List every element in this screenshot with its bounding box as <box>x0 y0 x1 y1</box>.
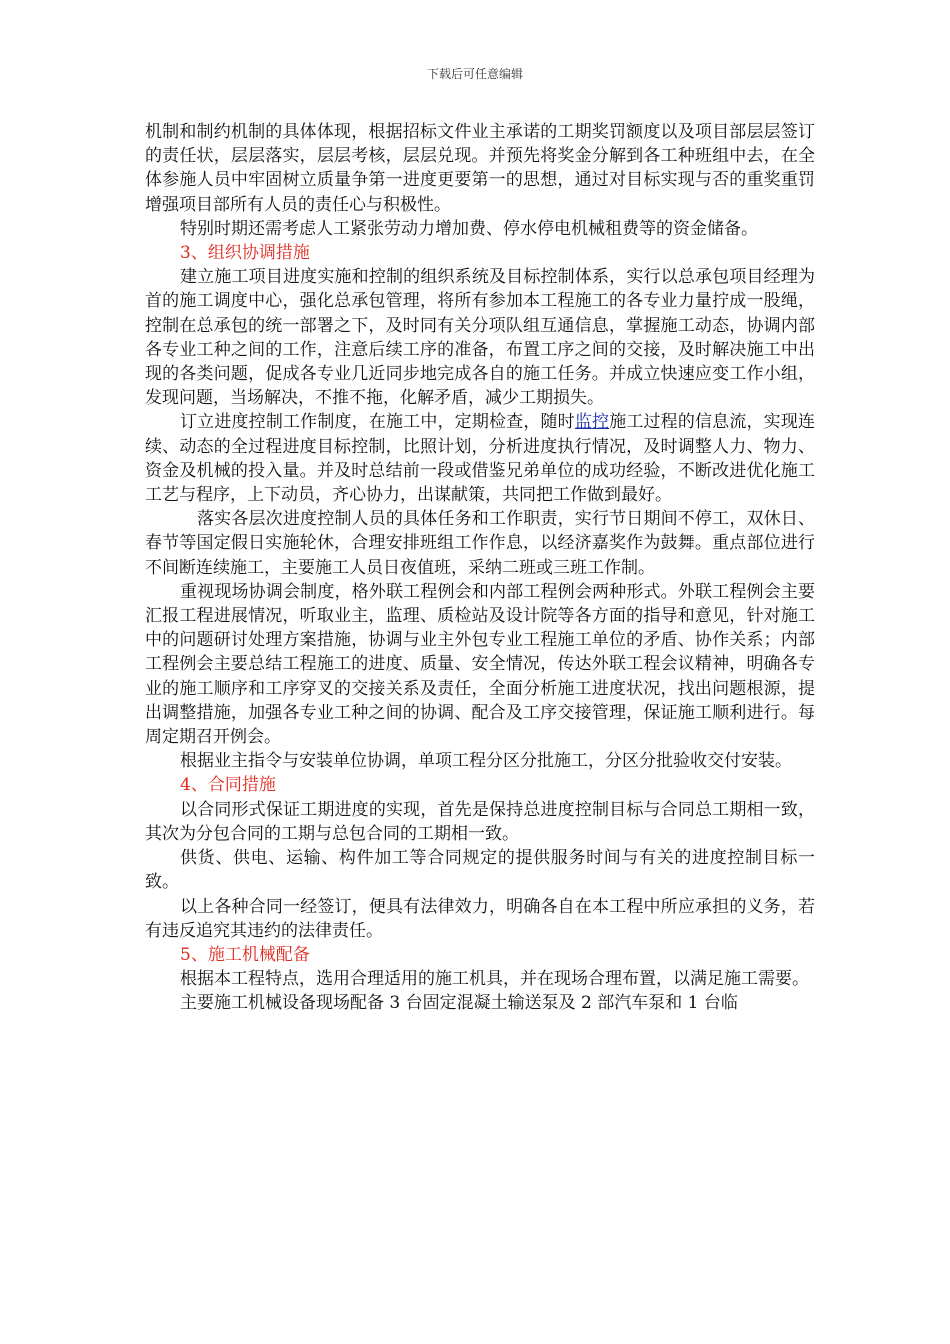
paragraph: 以合同形式保证工期进度的实现，首先是保持总进度控制目标与合同总工期相一致，其次为分包合同的工期与总包合同的工期相一致。 <box>145 799 815 844</box>
page-header: 下载后可任意编辑 <box>426 67 523 81</box>
document-body <box>145 120 815 1016</box>
paragraph-with-link <box>145 410 815 507</box>
paragraph: 主要施工机械设备现场配备 3 台固定混凝土输送泵及 2 部汽车泵和 1 台临 <box>180 993 738 1014</box>
paragraph: 机制和制约机制的具体体现，根据招标文件业主承诺的工期奖罚额度以及项目部层层签订的责任状，层层落实，层层考核，层层兑现。并预先将奖金分解到各工种班组中去，在全体参施人员中牢固树立质量争第一进度更要第一的思想，通过对目标实现与否的重奖重罚增强项目部所有人员的责任心与积极性。 <box>145 122 815 215</box>
paragraph: 落实各层次进度控制人员的具体任务和工作职责，实行节日期间不停工，双休日、春节等国定假日实施轮休，合理安排班组工作作息，以经济嘉奖作为鼓舞。重点部位进行不间断连续施工，主要施工人员日夜值班，采纳二班或三班工作制。 <box>145 509 815 578</box>
paragraph: 建立施工项目进度实施和控制的组织系统及目标控制体系，实行以总承包项目经理为首的施工调度中心，强化总承包管理，将所有参加本工程施工的各专业力量拧成一股绳，控制在总承包的统一部署之下，及时同有关分项队组互通信息，掌握施工动态，协调内部各专业工种之间的工作，注意后续工序的准备，布置工序之间的交接，及时解决施工中出现的各类问题，促成各专业几近同步地完成各自的施工任务。并成立快速应变工作小组，发现问题，当场解决，不推不拖，化解矛盾，减少工期损失。 <box>145 267 815 409</box>
paragraph: 以上各种合同一经签订，便具有法律效力，明确各自在本工程中所应承担的义务，若有违反追究其违约的法律责任。 <box>145 896 815 941</box>
paragraph: 供货、供电、运输、构件加工等合同规定的提供服务时间与有关的进度控制目标一致。 <box>145 848 815 893</box>
paragraph: 特别时期还需考虑人工紧张劳动力增加费、停水停电机械租费等的资金储备。 <box>180 218 758 239</box>
section-heading-4: 4、合同措施 <box>180 775 276 796</box>
section-heading-3: 3、组织协调措施 <box>180 243 310 264</box>
paragraph: 重视现场协调会制度，格外联工程例会和内部工程例会两种形式。外联工程例会主要汇报工程进展情况，听取业主，监理、质检站及设计院等各方面的指导和意见，针对施工中的问题研讨处理方案措施，协调与业主外包专业工程施工单位的矛盾、协作关系；内部工程例会主要总结工程施工的进度、质量、安全情况，传达外联工程会议精神，明确各专业的施工顺序和工序穿叉的交接关系及责任，全面分析施工进度状况，找出问题根源，提出调整措施，加强各专业工种之间的协调、配合及工序交接管理，保证施工顺利进行。每周定期召开例会。 <box>145 581 815 748</box>
section-heading-5: 5、施工机械配备 <box>180 944 310 965</box>
paragraph-text: 施工过程的信息流，实现连续、动态的全过程进度目标控制，比照计划，分析进度执行情况，及时调整人力、物力、资金及机械的投入量。并及时总结前一段或借鉴兄弟单位的成功经验，不断改进优化施工工艺与程序，上下动员，齐心协力，出谋献策，共同把工作做到最好。 <box>145 412 816 506</box>
paragraph: 根据本工程特点，选用合理适用的施工机具，并在现场合理布置，以满足施工需要。 <box>180 969 809 990</box>
monitor-link[interactable]: 监控 <box>574 412 610 433</box>
paragraph: 根据业主指令与安装单位协调，单项工程分区分批施工，分区分批验收交付安装。 <box>180 751 792 772</box>
paragraph-text: 订立进度控制工作制度，在施工中，定期检查，随时 <box>180 412 575 433</box>
